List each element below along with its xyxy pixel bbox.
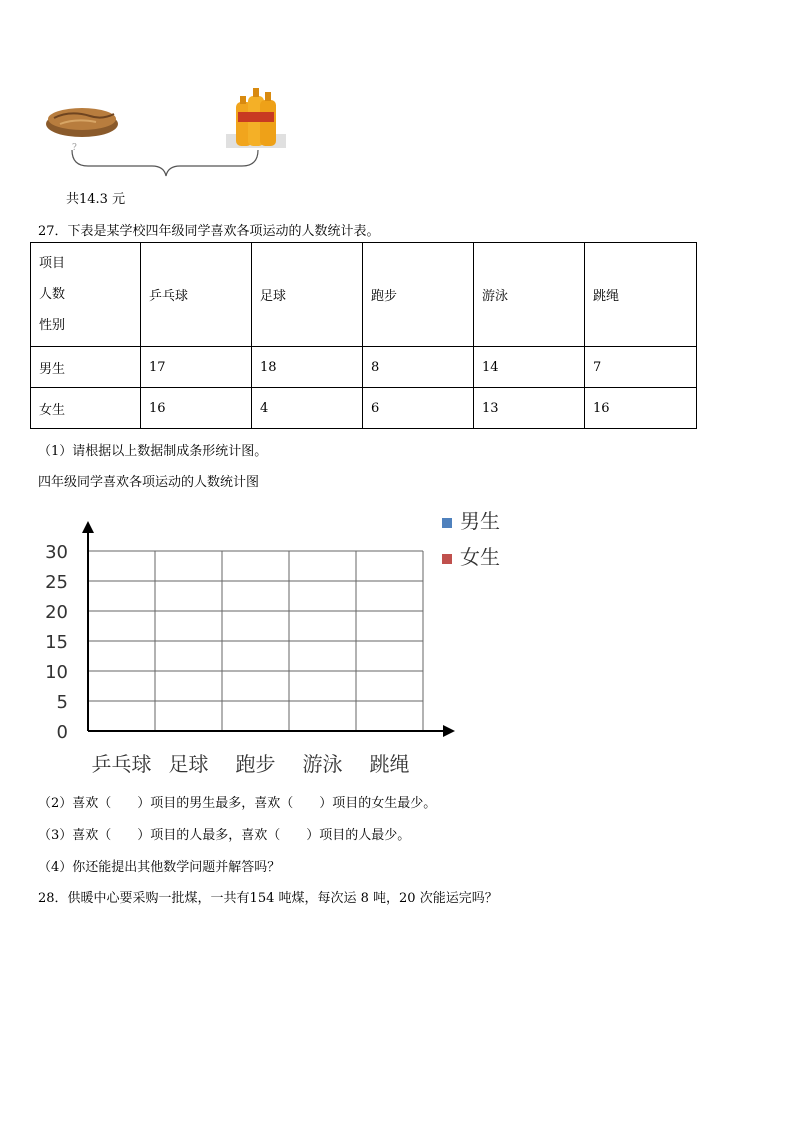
oil-bottles-image	[226, 88, 286, 148]
q27-part1: （1）请根据以上数据制成条形统计图。	[38, 444, 268, 459]
q27-part3: （3）喜欢（ ）项目的人最多，喜欢（ ）项目的人最少。	[38, 828, 411, 843]
table-cell: 7	[585, 347, 697, 388]
total-price-label: 共14.3 元	[66, 192, 126, 207]
table-cell: 18	[252, 347, 363, 388]
legend-swatch-girls	[442, 554, 452, 564]
corner-label-item: 项目	[39, 256, 66, 271]
q27-title: 27．下表是某学校四年级同学喜欢各项运动的人数统计表。	[38, 224, 380, 239]
brace	[72, 150, 258, 176]
y-tick-label: 10	[45, 662, 68, 683]
table-cell: 16	[141, 388, 252, 429]
legend-label-girls: 女生	[460, 545, 500, 569]
x-tick-label: 足球	[168, 752, 209, 776]
svg-text:?: ?	[72, 143, 77, 153]
y-tick-label: 5	[56, 692, 68, 713]
table-row	[31, 388, 697, 429]
y-tick-label: 15	[45, 632, 68, 653]
x-tick-label: 跳绳	[369, 752, 410, 776]
table-cell: 16	[585, 388, 697, 429]
y-tick-label: 0	[56, 722, 68, 743]
table-cell: 17	[141, 347, 252, 388]
y-tick-label: 30	[45, 542, 68, 563]
price-illustration	[40, 82, 300, 182]
y-tick-label: 20	[45, 602, 68, 623]
legend-item-boys	[442, 505, 500, 534]
table-cell: 13	[474, 388, 585, 429]
corner-label-gender: 性别	[39, 318, 66, 333]
table-cell: 8	[363, 347, 474, 388]
table-cell: 6	[363, 388, 474, 429]
column-header: 跑步	[363, 243, 474, 347]
x-axis-arrow	[443, 725, 455, 737]
table-row	[31, 347, 697, 388]
row-label: 男生	[31, 347, 141, 388]
table-cell: 4	[252, 388, 363, 429]
q28-text: 28．供暖中心要采购一批煤，一共有154 吨煤，每次运 8 吨，20 次能运完吗？	[38, 891, 498, 906]
column-header: 足球	[252, 243, 363, 347]
q27-part4: （4）你还能提出其他数学问题并解答吗？	[38, 860, 281, 875]
chart-title: 四年级同学喜欢各项运动的人数统计图	[38, 475, 260, 490]
sports-stat-table	[30, 242, 697, 429]
column-header: 游泳	[474, 243, 585, 347]
table-corner-cell	[31, 243, 141, 347]
legend-label-boys: 男生	[460, 509, 500, 533]
x-tick-label: 游泳	[302, 752, 343, 776]
q27-part2: （2）喜欢（ ）项目的男生最多，喜欢（ ）项目的女生最少。	[38, 796, 437, 811]
x-tick-label: 跑步	[235, 752, 276, 776]
legend-item-girls	[442, 541, 500, 570]
y-axis-arrow	[82, 521, 94, 533]
table-cell: 14	[474, 347, 585, 388]
column-header: 跳绳	[585, 243, 697, 347]
x-tick-label: 乒乓球	[91, 752, 152, 776]
corner-label-count: 人数	[39, 287, 66, 302]
y-tick-label: 25	[45, 572, 68, 593]
legend-swatch-boys	[442, 518, 452, 528]
table-header-row	[31, 243, 697, 347]
bread-image	[46, 108, 118, 153]
row-label: 女生	[31, 388, 141, 429]
column-header: 乒乓球	[141, 243, 252, 347]
